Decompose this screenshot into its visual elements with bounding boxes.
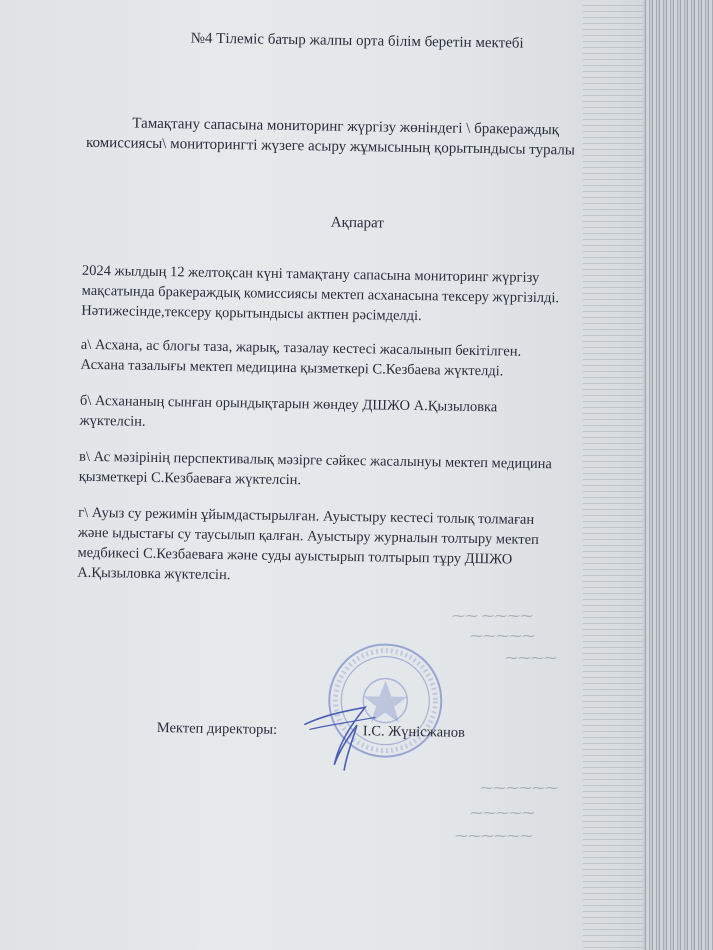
bleed-through-mark: ⁓⁓⁓⁓⁓ [470,805,535,820]
bleed-through-mark: ⁓⁓⁓⁓⁓ [470,628,535,643]
bleed-through-mark: ⁓⁓⁓⁓⁓⁓ [480,780,558,795]
item-g-line-1: г\ Ауыз су режимін ұйымдастырылған. Ауыстыру кестесі толық толмаған [78,504,535,528]
item-b-line-2: жүктелсін. [79,412,146,430]
document-heading: Ақпарат [330,214,385,232]
title-line-2: комиссиясы\ мониторингті жүзеге асыру жұмысының қорытындысы туралы [85,134,576,159]
item-b-line-1: б\ Асхананың сынған орындықтарын жөндеу ДШЖО А.Қызыловка [79,392,498,416]
bleed-through-mark: ⁓⁓ ⁓⁓⁓⁓ [452,608,534,623]
signature-name: І.С. Жүнісжанов [362,723,466,741]
bleed-through-mark: ⁓⁓⁓⁓⁓⁓ [455,828,533,843]
intro-line-3: Нәтижесінде,тексеру қорытындысы актпен рәсімделді. [81,302,422,325]
bleed-through-mark: ⁓⁓⁓⁓ [505,650,557,665]
item-g-line-2: және ыдыстағы су таусылып қалған. Ауыстыру журналын толтыру мектеп [77,524,539,548]
item-a-line-2: Асхана тазалығы мектеп медицина қызметкері С.Кезбаева жүктелді. [80,356,504,380]
intro-line-1: 2024 жылдың 12 желтоқсан күні тамақтану сапасына мониторинг жүргізу [81,262,540,286]
signature-label: Мектеп директоры: [156,720,278,738]
school-name: №4 Тілеміс батыр жалпы орта білім беретін мектебі [190,30,524,52]
item-a-line-1: а\ Асхана, ас блогы таза, жарық, тазалау кестесі жасалынып бекітілген. [80,336,522,360]
intro-line-2: мақсатында бракераждық комиссиясы мектеп асханасына тексеру жүргізілді. [81,282,560,307]
item-v-line-1: в\ Ас мәзірінің перспективалық мәзірге сәйкес жасалынуы мектеп медицина [78,448,553,473]
item-g-line-4: А.Қызыловка жүктелсін. [77,564,231,584]
item-v-line-2: қызметкері С.Кезбаеваға жүктелсін. [78,468,302,489]
title-line-1: Тамақтану сапасына мониторинг жүргізу жөніндегі \ бракераждық [132,115,560,139]
item-g-line-3: медбикесі С.Кезбаеваға және суды ауыстырып толтырып тұру ДШЖО [77,544,513,568]
